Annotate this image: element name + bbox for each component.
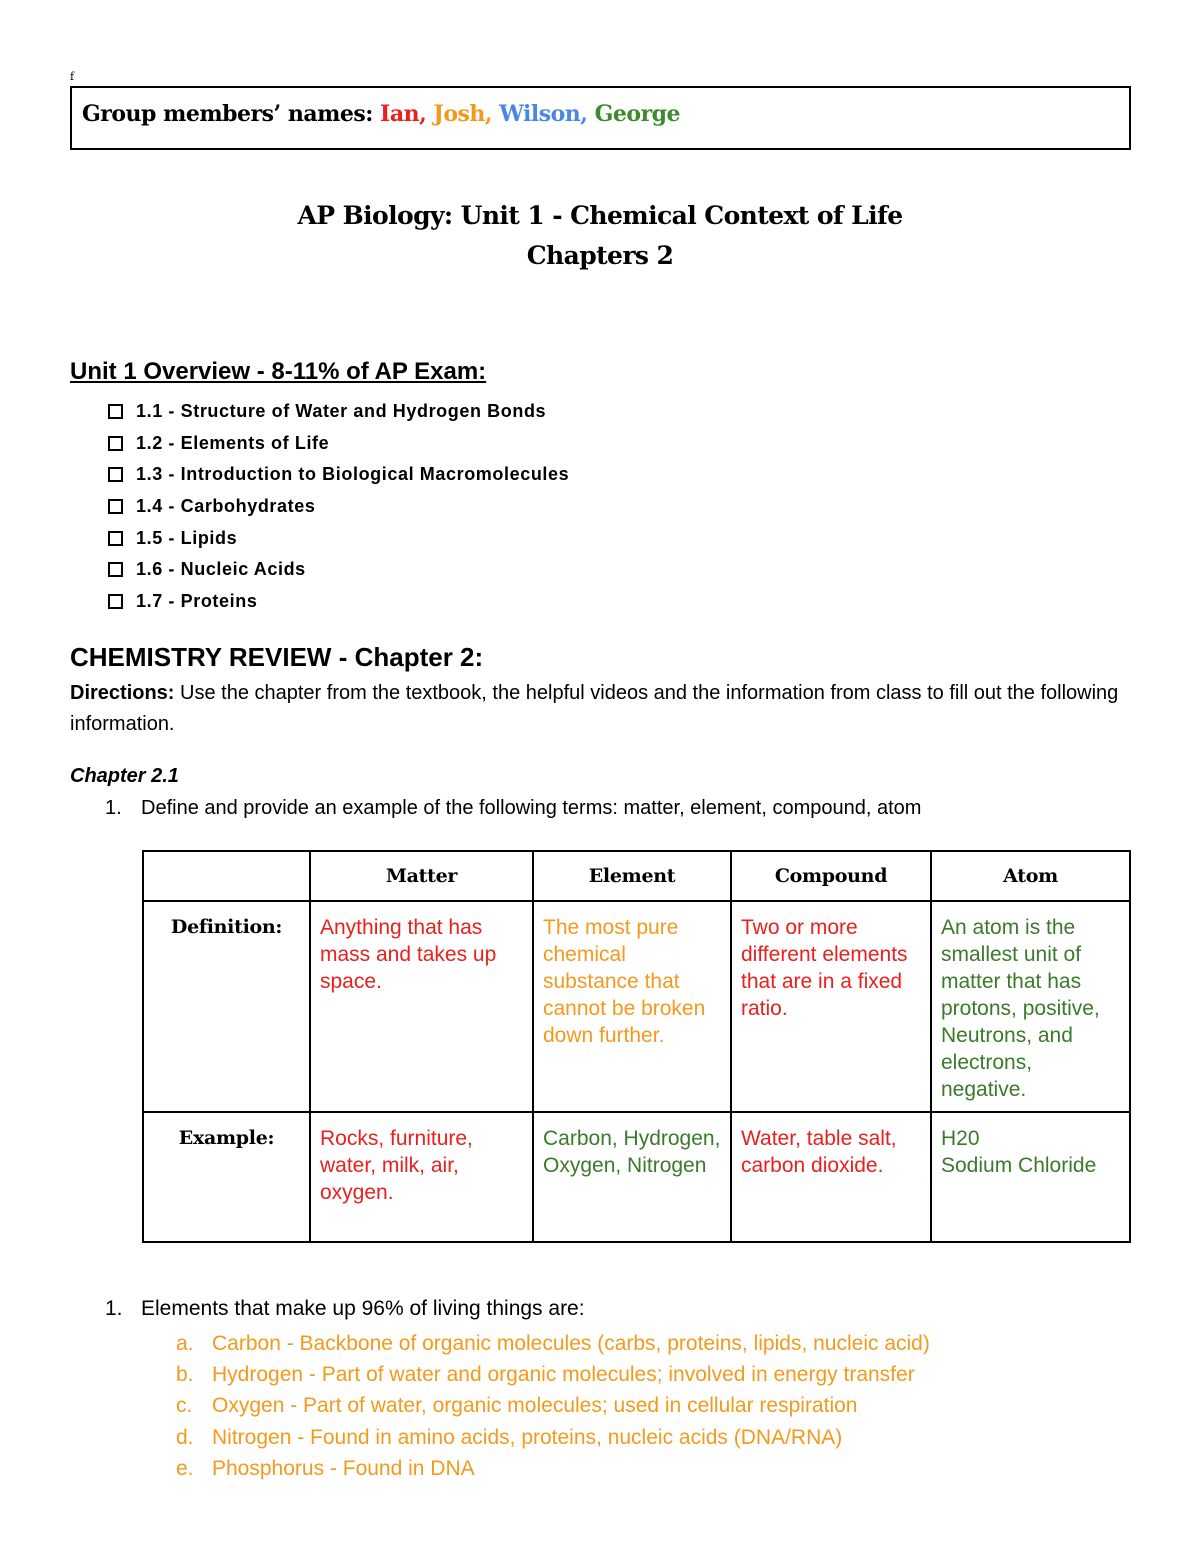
- question-text: Elements that make up 96% of living things are:: [141, 1297, 585, 1320]
- member-name: Ian,: [380, 101, 427, 127]
- checkbox[interactable]: [108, 594, 123, 609]
- chapter-heading: Chapter 2.1: [70, 765, 179, 787]
- checklist-item: 1.5 - Lipids: [108, 522, 569, 554]
- title-line-2: Chapters 2: [526, 241, 674, 270]
- directions: [70, 678, 1150, 740]
- table-cell[interactable]: Rocks, furniture, water, milk, air, oxygen.: [310, 1112, 533, 1242]
- list-item: b. Hydrogen - Part of water and organic molecules; involved in energy transfer: [176, 1363, 915, 1387]
- checklist-item: 1.7 - Proteins: [108, 586, 569, 618]
- checklist-item: 1.2 - Elements of Life: [108, 428, 569, 460]
- overview-heading: Unit 1 Overview - 8-11% of AP Exam:: [70, 358, 487, 385]
- page-title: [0, 196, 1200, 276]
- example-line: Sodium Chloride: [941, 1154, 1097, 1177]
- header-cell: Atom: [931, 851, 1130, 901]
- directions-label: Directions:: [70, 682, 175, 704]
- checklist-item: 1.3 - Introduction to Biological Macromolecules: [108, 459, 569, 491]
- example-line: H20: [941, 1127, 980, 1150]
- table-row: [143, 901, 1130, 1112]
- checkbox[interactable]: [108, 467, 123, 482]
- checklist-item: 1.1 - Structure of Water and Hydrogen Bonds: [108, 396, 569, 428]
- table-row: [143, 1112, 1130, 1242]
- list-item: a. Carbon - Backbone of organic molecules (carbs, proteins, lipids, nucleic acid): [176, 1332, 930, 1355]
- question-1: [105, 797, 921, 820]
- checkbox[interactable]: [108, 562, 123, 577]
- table-header-row: [143, 851, 1130, 901]
- question-number: 1.: [105, 797, 122, 819]
- title-line-1: AP Biology: Unit 1 - Chemical Context of Life: [297, 201, 903, 230]
- table-cell[interactable]: Two or more different elements that are in a fixed ratio.: [731, 901, 931, 1112]
- group-members-label: Group members’ names:: [82, 101, 373, 127]
- list-item: e. Phosphorus - Found in DNA: [176, 1456, 475, 1480]
- corner-mark: f: [70, 70, 75, 83]
- terms-table: [142, 850, 1131, 1243]
- table-cell[interactable]: Anything that has mass and takes up space.: [310, 901, 533, 1112]
- question-number: 1.: [105, 1297, 123, 1320]
- member-name: Josh,: [433, 101, 493, 127]
- table-cell[interactable]: Carbon, Hydrogen, Oxygen, Nitrogen: [533, 1112, 731, 1242]
- header-cell: [143, 851, 310, 901]
- row-label: Definition:: [143, 901, 310, 1112]
- checkbox[interactable]: [108, 436, 123, 451]
- header-cell: Element: [533, 851, 731, 901]
- checkbox[interactable]: [108, 499, 123, 514]
- elements-list: [176, 1328, 930, 1484]
- header-cell: Matter: [310, 851, 533, 901]
- question-text: Define and provide an example of the following terms: matter, element, compound, atom: [141, 797, 922, 819]
- header-cell: Compound: [731, 851, 931, 901]
- table-cell[interactable]: The most pure chemical substance that cannot be broken down further.: [533, 901, 731, 1112]
- checklist-item: 1.6 - Nucleic Acids: [108, 554, 569, 586]
- member-name: George: [594, 101, 681, 127]
- list-item: d. Nitrogen - Found in amino acids, proteins, nucleic acids (DNA/RNA): [176, 1425, 843, 1449]
- checkbox[interactable]: [108, 404, 123, 419]
- question-2: [105, 1297, 585, 1321]
- table-cell[interactable]: An atom is the smallest unit of matter that has protons, positive, Neutrons, and electrons, negative.: [931, 901, 1130, 1112]
- row-label: Example:: [143, 1112, 310, 1242]
- list-item: c. Oxygen - Part of water, organic molecules; used in cellular respiration: [176, 1394, 858, 1418]
- directions-text: Use the chapter from the textbook, the helpful videos and the information from class to fill out the following information.: [70, 682, 1119, 735]
- overview-checklist: [108, 396, 569, 617]
- group-members-box: [70, 86, 1131, 150]
- table-cell[interactable]: Water, table salt, carbon dioxide.: [731, 1112, 931, 1242]
- checklist-item: 1.4 - Carbohydrates: [108, 491, 569, 523]
- table-cell[interactable]: [931, 1112, 1130, 1242]
- member-name: Wilson,: [499, 101, 588, 127]
- checkbox[interactable]: [108, 531, 123, 546]
- chemistry-heading: CHEMISTRY REVIEW - Chapter 2:: [70, 642, 484, 672]
- group-members-line: [82, 101, 680, 127]
